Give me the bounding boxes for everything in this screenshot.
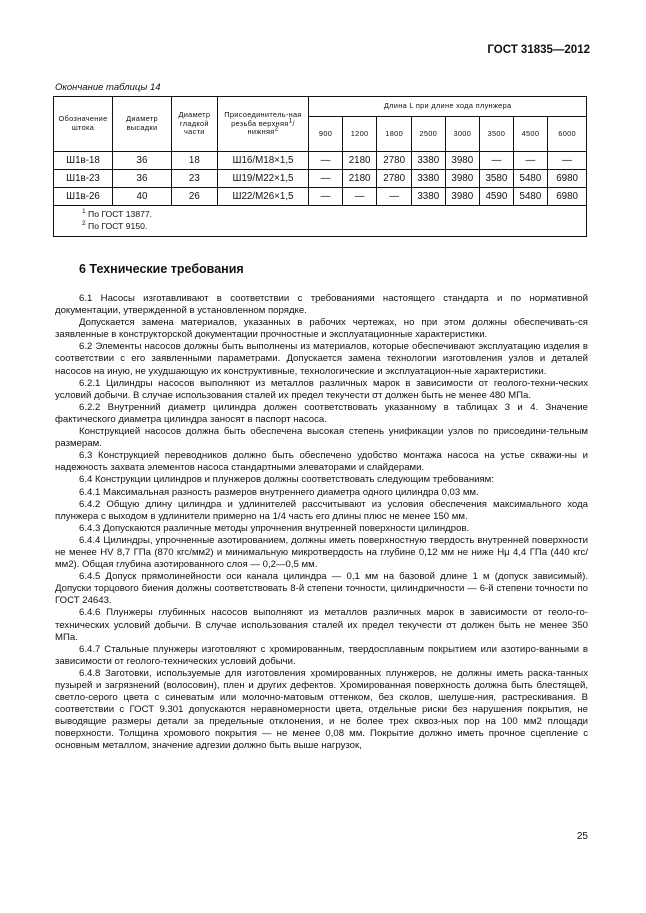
paragraph: 6.4 Конструкции цилиндров и плунжеров должны соответствовать следующим требованиям: bbox=[79, 474, 494, 486]
footnote-text: По ГОСТ 9150. bbox=[85, 220, 148, 231]
table-cell: 26 bbox=[171, 188, 217, 206]
header-thread-text-b: /нижняя bbox=[247, 118, 295, 137]
header-stroke: 3000 bbox=[445, 117, 480, 152]
header-upset-diameter: Диаметр высадки bbox=[112, 97, 171, 152]
table-cell: 4590 bbox=[480, 188, 514, 206]
table-cell: 2780 bbox=[377, 152, 412, 170]
paragraph: 6.4.7 Стальные плунжеры изготовляют с хромированным, твердосплавным покрытием или азотиро-ванными в зависимости от геолого-технических условий добычи. bbox=[55, 643, 588, 667]
header-rod-designation: Обозначение штока bbox=[54, 97, 113, 152]
header-stroke: 2500 bbox=[411, 117, 445, 152]
table-cell: 2180 bbox=[342, 170, 377, 188]
paragraph: 6.2.1 Цилиндры насосов выполняют из металлов различных марок в зависимости от геолого-техни-ческих условий добычи. В случае использования сталей их предел текучести σт должен быть не менее 480 МПа. bbox=[55, 377, 588, 401]
table-cell: 3380 bbox=[411, 152, 445, 170]
table-cell: 36 bbox=[112, 170, 171, 188]
table-cell: Ш1в-18 bbox=[54, 152, 113, 170]
table-cell: 18 bbox=[171, 152, 217, 170]
table-cell: — bbox=[309, 188, 343, 206]
table-cell: 6980 bbox=[548, 188, 587, 206]
footnote-ref-1: 1 bbox=[288, 117, 293, 125]
paragraph: 6.4.8 Заготовки, используемые для изготовления хромированных плунжеров, не должны иметь раска-танных пузырей и загрязнений (волосовин), плен и других дефектов. Хромированная поверхность должна быть блестящей, светло-серого цвета с синеватым или молочно-матовым оттенком, без сколов, шелуше-ния, растрескивания. В соответствии с ГОСТ 9.301 допускаются неравномерности цвета, отдельные риски без нарушения покрытия, не выводящие размеры детали за предельные отклонения, и не более трех сквоз-ных пор на 100 мм2 площади поверхности. Толщина хромового покрытия — не менее 0,08 мм. Покрытие должно иметь прочное сцепление с основным металлом, значение адгезии должно быть выше нагрузок, bbox=[55, 667, 588, 752]
table-cell: 3980 bbox=[445, 170, 480, 188]
footnote-ref-2: 2 bbox=[274, 125, 279, 133]
footnote-mark: 2 bbox=[82, 219, 86, 227]
table-row bbox=[54, 152, 587, 170]
footnote-mark: 1 bbox=[82, 208, 86, 216]
table-cell: — bbox=[309, 170, 343, 188]
paragraph: 6.4.1 Максимальная разность размеров внутреннего диаметра одного цилиндра 0,03 мм. bbox=[79, 486, 479, 498]
table-cell: — bbox=[480, 152, 514, 170]
table-cell: — bbox=[342, 188, 377, 206]
paragraph: 6.4.4 Цилиндры, упрочненные азотированием, должны иметь поверхностную твердость внутренней поверхности не менее HV 8,7 ГПа (870 кгс/мм2) и минимальную микротвердость на глубине 0,12 мм не ниже Hμ 4,4 ГПа (440 кгс/мм2). Общая глубина азотированного слоя — 0,2—0,5 мм. bbox=[55, 534, 588, 571]
standard-header: ГОСТ 31835—2012 bbox=[487, 44, 590, 56]
header-stroke: 4500 bbox=[513, 117, 548, 152]
paragraph: Конструкцией насосов должна быть обеспечена высокая степень унификации узлов по присоедини-тельным размерам. bbox=[55, 426, 588, 450]
table-cell: 6980 bbox=[548, 170, 587, 188]
page-number: 25 bbox=[576, 831, 588, 842]
header-stroke: 6000 bbox=[548, 117, 587, 152]
paragraph: 6.4.2 Общую длину цилиндра и удлинителей рассчитывают из условия обеспечения максимального хода плунжера с выходом в удлинители примерно на 1/4 часть его длины плюс не менее 150 мм. bbox=[55, 498, 588, 522]
table-footnotes-row bbox=[54, 206, 587, 237]
table-row bbox=[54, 188, 587, 206]
table-cell: 36 bbox=[112, 152, 171, 170]
header-stroke: 1800 bbox=[377, 117, 412, 152]
table-cell: 3980 bbox=[445, 152, 480, 170]
paragraph: 6.2.2 Внутренний диаметр цилиндра должен соответствовать указанному в таблицах 3 и 4. Значение фактического диаметра цилиндра заносят в паспорт насоса. bbox=[55, 401, 588, 425]
paragraph: Допускается замена материалов, указанных в рабочих чертежах, но при этом должны обеспечивать-ся заявленные в конструкторской документации прочностные и эксплуатационные характеристики. bbox=[55, 317, 588, 341]
table-cell: Ш16/М18×1,5 bbox=[217, 152, 309, 170]
table-footnote bbox=[82, 209, 586, 221]
table-cell: Ш1в-23 bbox=[54, 170, 113, 188]
table-caption: Окончание таблицы 14 bbox=[55, 82, 161, 93]
paragraph: 6.2 Элементы насосов должны быть выполнены из материалов, которые обеспечивают эксплуатацию изделия в соответствии с его заявленными параметрами. Допускается замена технологии изготовления узлов и деталей насосов на иную, не ухудшающую их конструктивные, технологические и эксплуатацион-ные характеристики. bbox=[55, 341, 588, 377]
table-cell: — bbox=[513, 152, 548, 170]
header-stroke: 900 bbox=[309, 117, 343, 152]
footnote-text: По ГОСТ 13877. bbox=[85, 209, 153, 219]
header-stroke: 1200 bbox=[342, 117, 377, 152]
table-cell: — bbox=[548, 152, 587, 170]
table-cell: 5480 bbox=[513, 188, 548, 206]
header-length-group: Длина L при длине хода плунжера bbox=[309, 97, 587, 117]
table-cell: 40 bbox=[112, 188, 171, 206]
table-cell: Ш22/М26×1,5 bbox=[217, 188, 309, 206]
header-stroke: 3500 bbox=[480, 117, 514, 152]
rod-length-table bbox=[53, 96, 587, 237]
paragraph: 6.3 Конструкцией переводников должно быть обеспечено удобство монтажа насоса на устье скважи-ны и надежность захвата элементов насоса стандартными элеваторами и слайдерами. bbox=[55, 450, 588, 474]
table-cell: Ш1в-26 bbox=[54, 188, 113, 206]
section-title: 6 Технические требования bbox=[79, 262, 244, 276]
header-smooth-diameter: Диаметр гладкой части bbox=[171, 97, 217, 152]
table-cell: 3580 bbox=[480, 170, 514, 188]
table-cell: — bbox=[309, 152, 343, 170]
table-footnote bbox=[82, 221, 586, 233]
table-cell: 3380 bbox=[411, 188, 445, 206]
table-cell: 2180 bbox=[342, 152, 377, 170]
table-cell: 3380 bbox=[411, 170, 445, 188]
body-text bbox=[55, 293, 588, 753]
table-cell: 23 bbox=[171, 170, 217, 188]
header-thread-text-a: Присоединитель-ная резьба верхняя bbox=[224, 110, 302, 128]
table-footnotes bbox=[54, 206, 587, 237]
table-row bbox=[54, 170, 587, 188]
paragraph: 6.4.5 Допуск прямолинейности оси канала цилиндра — 0,1 мм на базовой длине 1 м (допуск зависимый). Допуски торцового биения должны соответствовать 8-й степени точности, цилиндричности — 6-й степени точности по ГОСТ 24643. bbox=[55, 571, 588, 607]
table-cell: Ш19/М22×1,5 bbox=[217, 170, 309, 188]
paragraph: 6.1 Насосы изготавливают в соответствии с требованиями настоящего стандарта и по нормативной документации, утвержденной в установленном порядке. bbox=[55, 293, 588, 317]
paragraph: 6.4.6 Плунжеры глубинных насосов выполняют из металлов различных марок в зависимости от геоло-го-технических условий добычи. В случае использования сталей их предел текучести σт должен быть не менее 350 МПа. bbox=[55, 607, 588, 643]
table-cell: 3980 bbox=[445, 188, 480, 206]
table-cell: — bbox=[377, 188, 412, 206]
paragraph: 6.4.3 Допускаются различные методы упрочнения внутренней поверхности цилиндров. bbox=[79, 522, 470, 534]
table-cell: 5480 bbox=[513, 170, 548, 188]
header-connection-thread bbox=[217, 97, 309, 152]
table-cell: 2780 bbox=[377, 170, 412, 188]
